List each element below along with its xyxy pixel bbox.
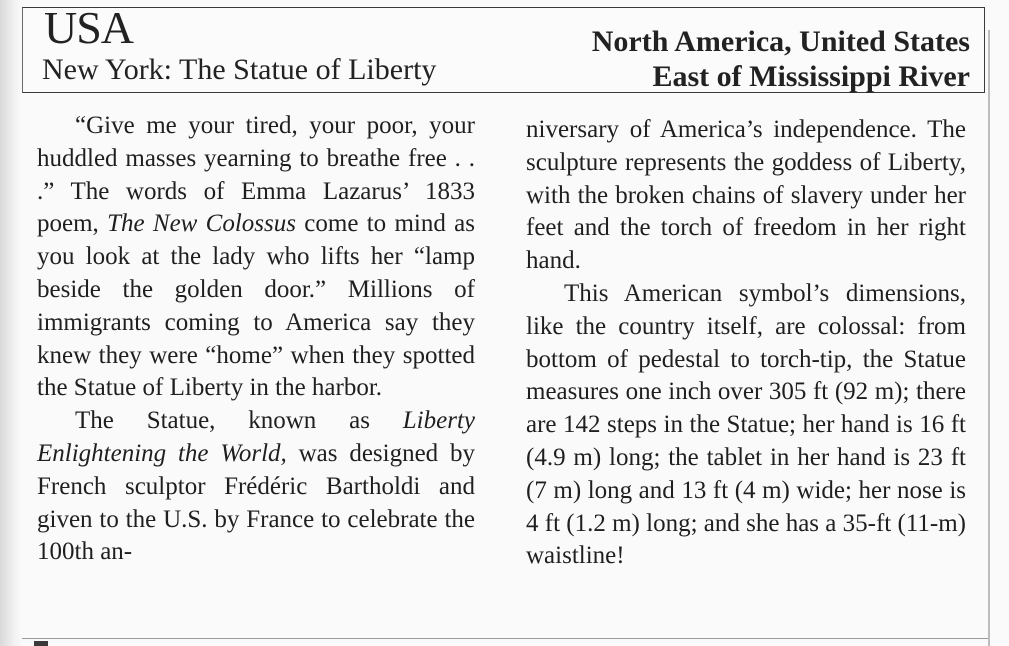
poem-title: The New Colossus (107, 210, 296, 238)
country-heading: USA (44, 2, 134, 53)
right-column (526, 114, 966, 573)
header-box-shadow (988, 30, 990, 646)
page-bottom-edge (22, 638, 988, 639)
p2-text-a: The Statue, known as (75, 407, 403, 435)
right-paragraph-2: This American symbol’s dimensions, like the country itself, are colossal: from bottom of pedestal to torch-tip, the Statue measures one inch over 305 ft (92 m); there are 142 steps in the Statue; her hand is 16 ft (4.9 m) long; the tablet in her hand is 23 ft (7 m) long and 13 ft (4 m) wide; her nose is 4 ft (1.2 m) long; and she has a 35-ft (11-m) waistline! (526, 279, 966, 570)
left-column (37, 110, 475, 569)
statue-formal-name: Liberty Enlightening the World, (37, 407, 475, 467)
location-heading (42, 53, 436, 87)
region-line-1: North America, United States (591, 25, 970, 58)
p1-text-a: “Give me your tired, your poor, your huddled masses yearning to breathe free . . .” The words of Emma Lazarus’ 1833 poem, (37, 112, 475, 238)
page-binding-shadow (0, 0, 22, 646)
cut-off-text-fragment (34, 641, 48, 646)
p2-text-b: was designed by French sculptor Frédéric Bartholdi and given to the U.S. by France to celebrate the 100th an- (37, 439, 475, 566)
p1-text-b: come to mind as you look at the lady who lifts her “lamp beside the golden door.” Millions of immigrants coming to America say they knew they were “home” when they spotted the Statue of Liberty in the harbor. (37, 210, 475, 402)
region-line-2: East of Mississippi River (652, 60, 970, 93)
site-name: The Statue of Liberty (172, 53, 437, 86)
right-paragraph-1: niversary of America’s independence. The sculpture represents the goddess of Liberty, with the broken chains of slavery under her feet and the torch of freedom in her right hand. (526, 116, 966, 275)
left-paragraph-2 (37, 405, 475, 569)
left-paragraph-1 (37, 110, 475, 405)
city-name: New York: (42, 53, 173, 86)
